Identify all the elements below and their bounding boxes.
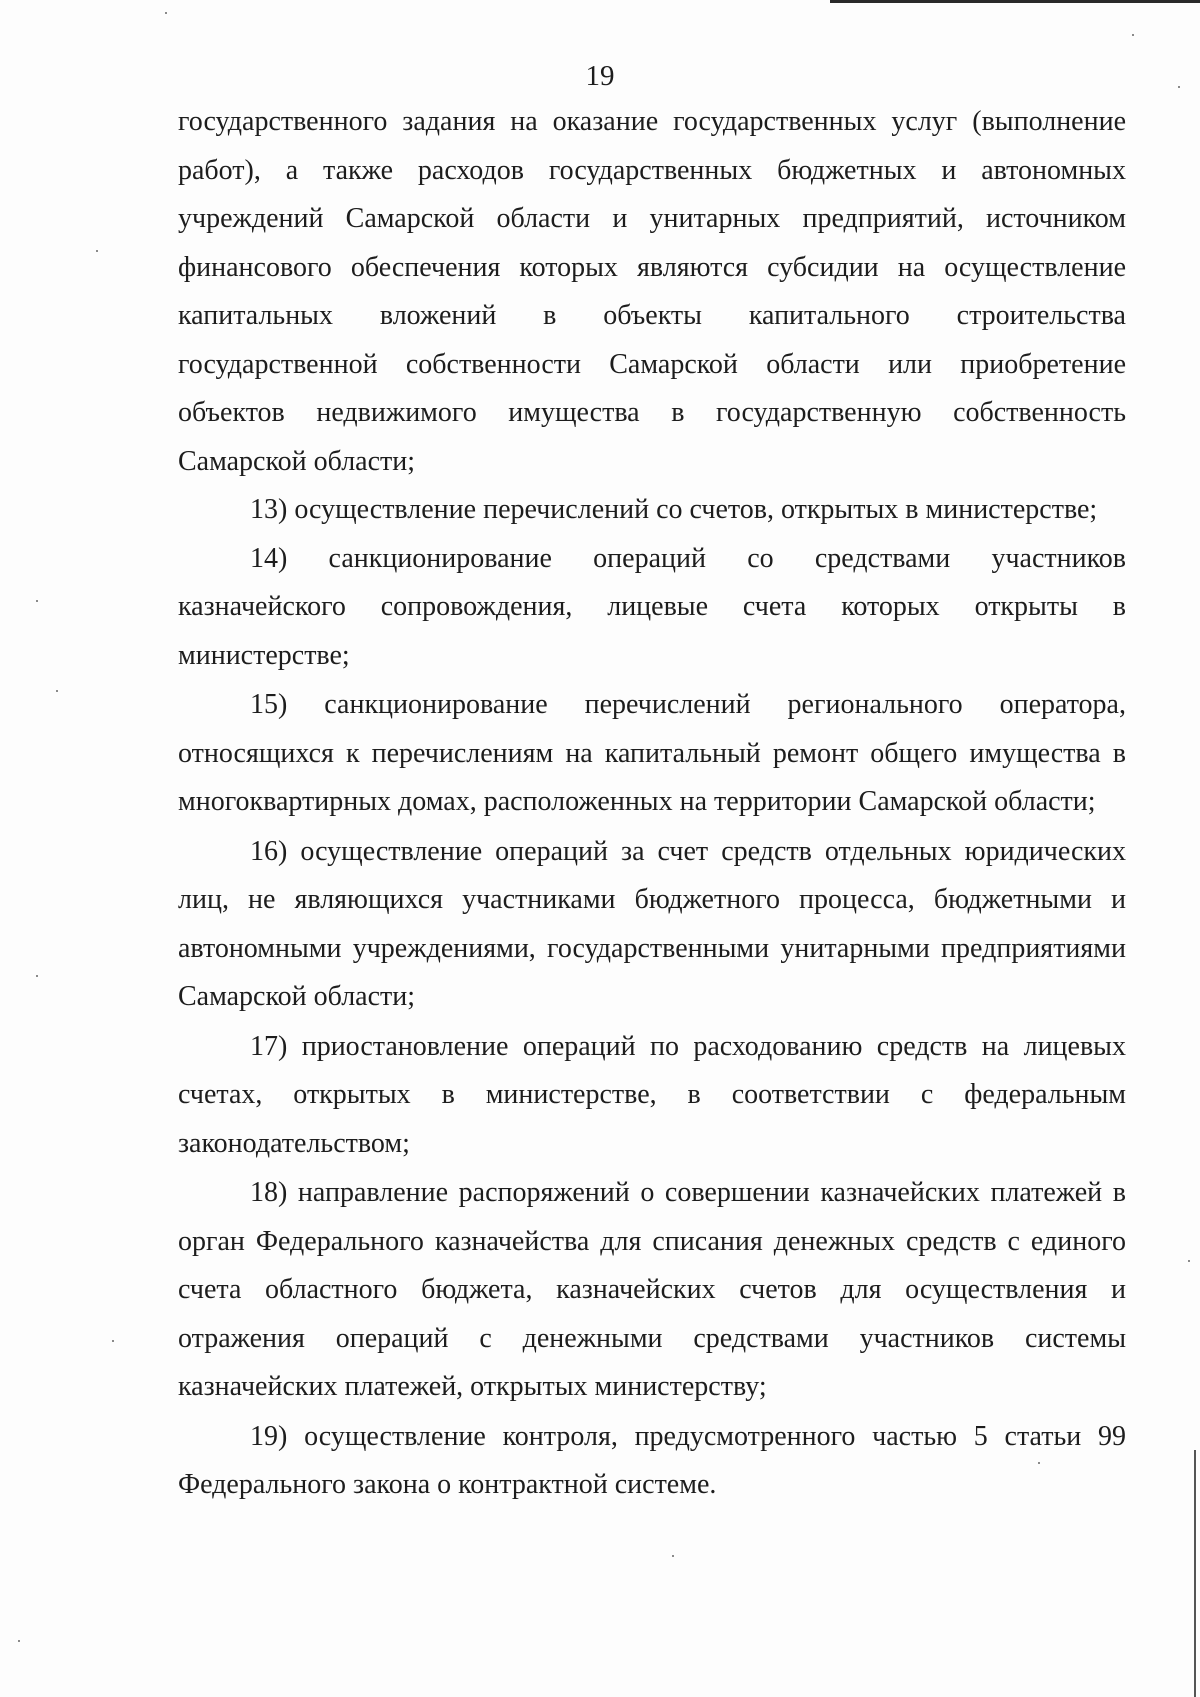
scan-speck (112, 1340, 114, 1342)
scan-speck (18, 1640, 20, 1642)
scan-speck (56, 690, 58, 692)
scan-speck (1132, 34, 1134, 36)
scan-speck (165, 12, 167, 14)
page-number: 19 (585, 60, 615, 92)
scan-speck (36, 975, 38, 977)
paragraph-item-18: 18) направление распоряжений о совершении казначейских платежей в орган Федерального казначейства для списания денежных средств с единого счета областного бюджета, казначейских счетов для осуществления и отражения операций с денежными средствами участников системы казначейских платежей, открытых министерству; (178, 1177, 1126, 1402)
scan-speck (1188, 1260, 1190, 1262)
scan-edge-line (830, 0, 1200, 3)
document-body (178, 98, 1126, 1510)
paragraph-item-15: 15) санкционирование перечислений регионального оператора, относящихся к перечислениям на капитальный ремонт общего имущества в многоквартирных домах, расположенных на территории Самарской области; (178, 689, 1126, 817)
paragraph-item-16: 16) осуществление операций за счет средств отдельных юридических лиц, не являющихся участниками бюджетного процесса, бюджетными и автономными учреждениями, государственными унитарными предприятиями Самарской области; (178, 835, 1126, 1012)
paragraph-item-13: 13) осуществление перечислений со счетов, открытых в министерстве; (250, 494, 1098, 525)
paragraph-item-17: 17) приостановление операций по расходованию средств на лицевых счетах, открытых в министерстве, в соответствии с федеральным законодательством; (178, 1030, 1126, 1159)
scan-margin-line (1194, 1450, 1196, 1697)
paragraph-continuation: государственного задания на оказание государственных услуг (выполнение работ), а также расходов государственных бюджетных и автономных учреждений Самарской области и унитарных предприятий, источником финансового обеспечения которых являются субсидии на осуществление капитальных вложений в объекты капитального строительства государственной собственности Самарской области или приобретение объектов недвижимого имущества в государственную собственность Самарской области; (178, 106, 1126, 477)
paragraph-item-14: 14) санкционирование операций со средствами участников казначейского сопровождения, лицевые счета которых открыты в министерстве; (178, 542, 1126, 671)
scan-speck (672, 1555, 674, 1557)
paragraph-item-19: 19) осуществление контроля, предусмотренного частью 5 статьи 99 Федерального закона о контрактной системе. (178, 1420, 1126, 1500)
scan-speck (36, 600, 38, 602)
scan-speck (96, 250, 98, 252)
